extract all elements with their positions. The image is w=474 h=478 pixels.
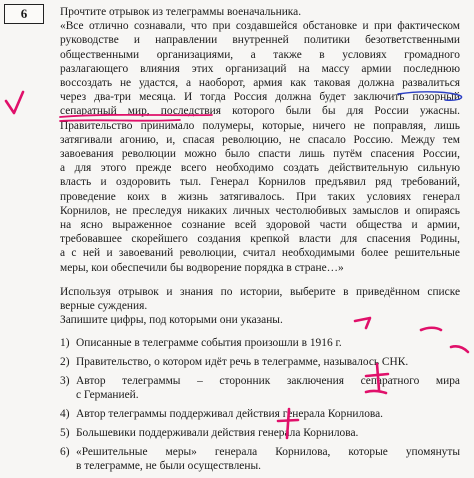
question-text (60, 285, 460, 313)
telegram-line: затягивали агонию, и, спасая революцию, не спасало Россию. Между тем (60, 133, 460, 146)
option-line: Правительство, о котором идёт речь в телеграмме, называлось СНК. (76, 356, 409, 369)
option-number: 4) (60, 408, 70, 421)
question-line: верные суждения. (60, 300, 148, 313)
telegram-line: «Все отлично сознавали, что при создавшейся обстановке и при фактическом (60, 20, 460, 33)
telegram-line: а с ней и завоеваний революции, считал необходимыми более решительные (60, 247, 460, 260)
spacer (60, 275, 460, 285)
telegram-line: сепаратный мир, последствия которого были бы для России ужасны. (60, 105, 460, 118)
option-text (76, 355, 460, 369)
option-line: Автор телеграммы – сторонник заключения сепаратного мира (76, 375, 460, 388)
option-text (76, 445, 460, 473)
option-text (76, 336, 460, 350)
option-text (76, 374, 460, 402)
answer-option (60, 426, 460, 440)
task-number-box (4, 4, 44, 24)
telegram-line: разлагающего влияния этих организаций на массу армии последнюю (60, 62, 460, 75)
task-content (60, 5, 460, 478)
option-text (76, 407, 460, 421)
telegram-line: через два-три месяца. И тогда Россия должна будет заключить позорный (60, 91, 460, 104)
task-number: 6 (20, 6, 28, 21)
telegram-line: требовавшее скорейшего создания крепкой власти для спасения Родины, (60, 233, 460, 246)
telegram-line: общественными организациями, а также в условиях громадного (60, 48, 460, 61)
option-line: «Решительные меры» генерала Корнилова, которые упомянуты (76, 445, 460, 458)
option-text (76, 426, 460, 440)
question-line: Используя отрывок и знания по истории, выберите в приведённом списке (60, 285, 460, 298)
option-line: с Германией. (76, 389, 139, 402)
answer-option (60, 374, 460, 402)
answer-option (60, 445, 460, 473)
option-line: в телеграмме, не были осуществлены. (76, 459, 261, 472)
telegram-line: Корнилов, не преследуя никаких личных честолюбивых замыслов и опираясь (60, 204, 460, 217)
telegram-line: меры, кои обеспечили бы водворение порядка в стране…» (60, 261, 344, 274)
option-number: 1) (60, 337, 70, 350)
telegram-line: Правительство принимало полумеры, которые, ничего не поправляя, лишь (60, 119, 460, 132)
telegram-text (60, 19, 460, 275)
telegram-line: на ясно выраженное сознание всей здоровой части общества и армии, (60, 219, 460, 232)
option-line: Автор телеграммы поддерживал действия генерала Корнилова. (76, 408, 384, 421)
option-line: Большевики поддерживали действия генерала Корнилова. (76, 426, 359, 439)
option-line: Описанные в телеграмме события произошли в 1916 г. (76, 337, 342, 350)
telegram-line: руководстве и направлении внутренней политики безответственными (60, 34, 460, 47)
answer-option (60, 355, 460, 369)
telegram-line: власть и оздоровить тыл. Генерал Корнилов предъявил ряд требований, (60, 176, 460, 189)
checkmark-annotation (6, 92, 23, 113)
task-instruction: Прочтите отрывок из телеграммы военачальника. (60, 6, 302, 18)
telegram-line: завоевания революции можно было спасти лишь путём спасения России, (60, 148, 460, 161)
option-number: 6) (60, 445, 70, 458)
option-number: 5) (60, 426, 70, 439)
option-number: 2) (60, 356, 70, 369)
options-list (60, 336, 460, 473)
option-number: 3) (60, 375, 70, 388)
answer-option (60, 336, 460, 350)
write-digits-instruction: Запишите цифры, под которыми они указаны. (60, 314, 283, 327)
telegram-line: а для этого прежде всего необходимо создать действительную сильную (60, 162, 460, 175)
telegram-line: проведение коих в жизнь затягивалось. При таких условиях генерал (60, 190, 460, 203)
telegram-line: воссоздать не удастся, а наоборот, армия как таковая должна развалиться (60, 77, 460, 90)
answer-option (60, 407, 460, 421)
